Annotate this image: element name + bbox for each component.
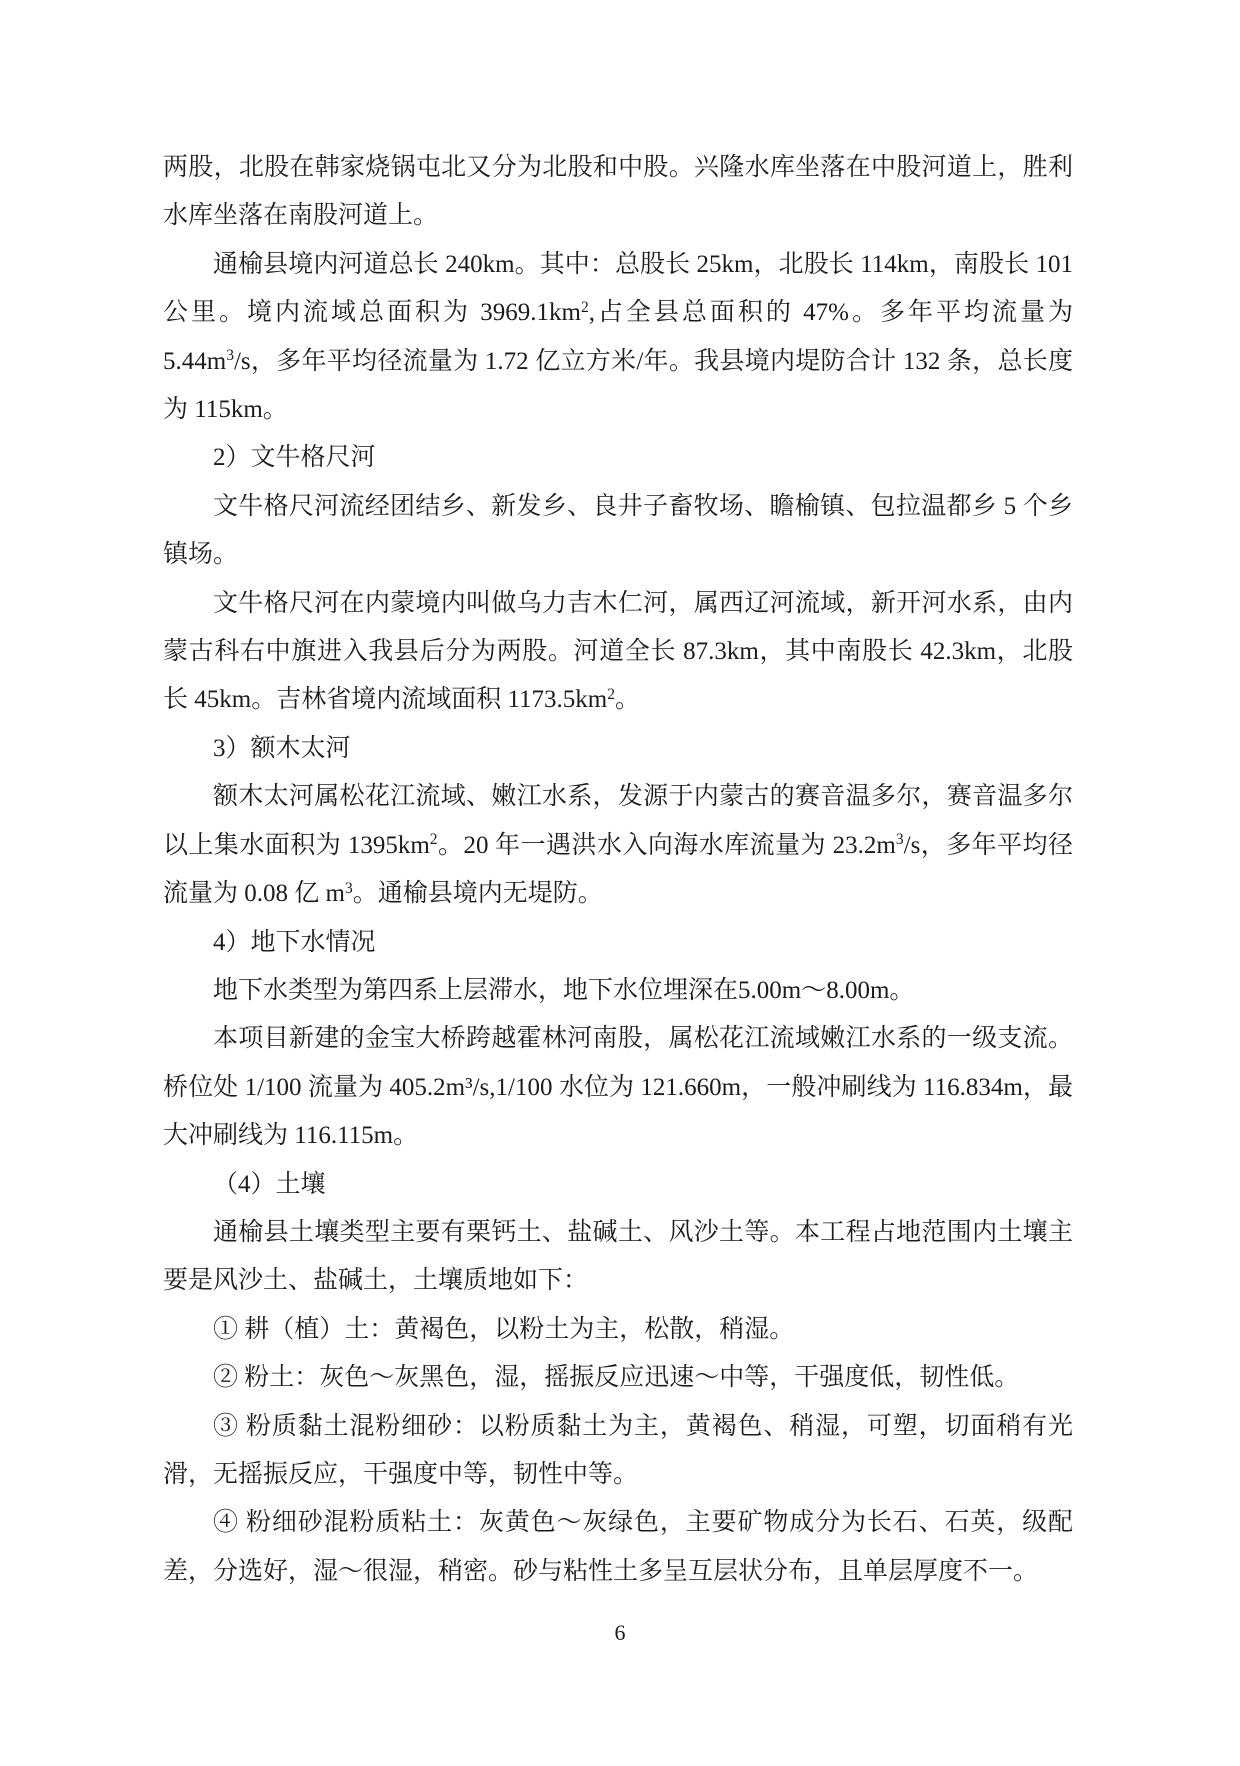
heading-emutai-river bbox=[163, 725, 1073, 773]
text-run: 。 bbox=[614, 686, 640, 714]
heading-soil bbox=[163, 1161, 1073, 1209]
text-run: 通榆县土壤类型主要有栗钙土、盐碱土、风沙土等。本工程占地范围内土壤主要是风沙土、盐碱土，土壤质地如下： bbox=[163, 1218, 1073, 1295]
item-soil-4 bbox=[163, 1499, 1073, 1596]
para-wenniugechi-townships bbox=[163, 483, 1073, 580]
text-run: 通榆县境内河道总长 240km。其中：总股长 25km，北股长 114km，南股长 101 公里。境内流域总面积为 3969.1km bbox=[163, 250, 1073, 327]
text-run: ① 耕（植）土：黄褐色，以粉土为主，松散，稍湿。 bbox=[213, 1315, 795, 1343]
para-emutai-details bbox=[163, 773, 1073, 918]
text-run: ③ 粉质黏土混粉细砂：以粉质黏土为主，黄褐色、稍湿，可塑，切面稍有光滑，无摇振反应，干强度中等，韧性中等。 bbox=[163, 1412, 1073, 1488]
text-run: 。通榆县境内无堤防。 bbox=[352, 880, 603, 908]
superscript: 2 bbox=[580, 298, 589, 316]
text-run: （4）土壤 bbox=[213, 1170, 326, 1198]
para-groundwater-type bbox=[163, 967, 1073, 1015]
heading-wenniugechi-river bbox=[163, 434, 1073, 482]
superscript: 3 bbox=[344, 879, 353, 897]
text-run: 额木太河属松花江流域、嫩江水系，发源于内蒙古的赛音温多尔，赛音温多尔以上集水面积为 1395km bbox=[163, 783, 1073, 859]
text-run: /s，多年平均径流量为 1.72 亿立方米/年。我县境内堤防合计 132 条，总长度为 115km。 bbox=[163, 347, 1073, 424]
superscript: 3 bbox=[895, 831, 904, 849]
superscript: 2 bbox=[429, 831, 438, 849]
item-soil-1 bbox=[163, 1306, 1073, 1354]
text-run: /s，多年平均径流量为 0.08 亿 m bbox=[163, 831, 1073, 908]
superscript: 3 bbox=[226, 347, 234, 365]
text-run: 地下水类型为第四系上层滞水，地下水位埋深在5.00m～8.00m。 bbox=[213, 976, 915, 1004]
text-run: 2）文牛格尺河 bbox=[213, 444, 376, 472]
text-run: ④ 粉细砂混粉质粘土：灰黄色～灰绿色，主要矿物成分为长石、石英，级配差，分选好，湿～很湿，稍密。砂与粘性土多呈互层状分布，且单层厚度不一。 bbox=[163, 1509, 1073, 1585]
para-tongyu-river-stats bbox=[163, 241, 1073, 435]
text-run: 。20 年一遇洪水入向海水库流量为 23.2m bbox=[437, 831, 896, 859]
para-soil-types bbox=[163, 1209, 1073, 1306]
item-soil-2 bbox=[163, 1354, 1073, 1402]
text-run: 4）地下水情况 bbox=[213, 928, 376, 956]
document-body bbox=[163, 144, 1073, 1596]
text-run: 3）额木太河 bbox=[213, 734, 351, 762]
text-run: ② 粉土：灰色～灰黑色，湿，摇振反应迅速～中等，干强度低，韧性低。 bbox=[213, 1364, 1020, 1392]
para-jinbao-bridge bbox=[163, 1015, 1073, 1160]
text-run: 本项目新建的金宝大桥跨越霍林河南股，属松花江流域嫩江水系的一级支流。桥位处 1/100 流量为 405.2m³/s,1/100 水位为 121.660m，一般冲刷线为 116.834m，最大冲刷线为 116.115m。 bbox=[163, 1025, 1073, 1150]
text-run: 两股，北股在韩家烧锅屯北又分为北股和中股。兴隆水库坐落在中股河道上，胜利水库坐落在南股河道上。 bbox=[163, 154, 1073, 230]
heading-groundwater bbox=[163, 919, 1073, 967]
page-number: 6 bbox=[614, 1620, 626, 1645]
para-river-branches-continuation bbox=[163, 144, 1073, 241]
text-run: 文牛格尺河在内蒙境内叫做乌力吉木仁河，属西辽河流域，新开河水系，由内蒙古科右中旗进入我县后分为两股。河道全长 87.3km，其中南股长 42.3km，北股长 45km。吉林省境内流域面积 1173.5km bbox=[163, 589, 1073, 714]
text-run: 文牛格尺河流经团结乡、新发乡、良井子畜牧场、瞻榆镇、包拉温都乡 5 个乡镇场。 bbox=[163, 492, 1073, 569]
para-wenniugechi-details bbox=[163, 580, 1073, 725]
text-run: ,占全县总面积的 47%。多年平均流量为 5.44m bbox=[163, 299, 1073, 375]
item-soil-3 bbox=[163, 1403, 1073, 1500]
superscript: 2 bbox=[607, 685, 615, 703]
